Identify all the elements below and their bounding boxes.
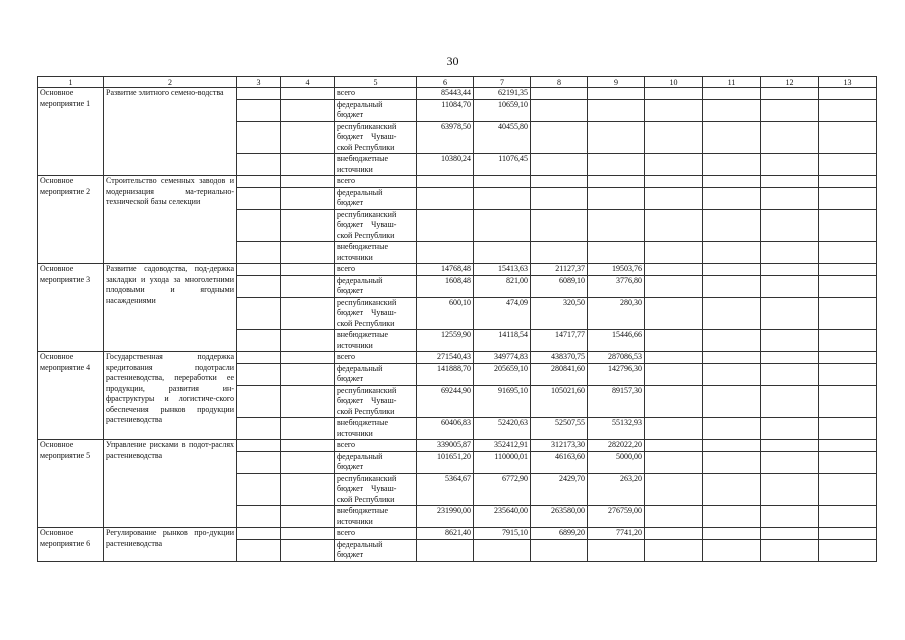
empty-cell [703,121,761,154]
empty-cell [281,209,335,242]
empty-cell [761,154,819,176]
empty-cell [237,88,281,100]
empty-cell [237,176,281,188]
value-cell-v8: 280841,60 [531,363,588,385]
value-cell-v7 [474,209,531,242]
funding-source-cell: федеральный бюджет [335,539,417,561]
column-header: 4 [281,77,335,88]
funding-source-cell: всего [335,88,417,100]
funding-source-cell: республиканский бюджет Чуваш- ской Республики [335,121,417,154]
value-cell-v7: 52420,63 [474,418,531,440]
value-cell-v6: 101651,20 [417,451,474,473]
event-label-cell: Основное мероприятие 6 [38,528,104,562]
value-cell-v8 [531,209,588,242]
column-header: 9 [588,77,645,88]
empty-cell [761,209,819,242]
empty-cell [645,352,703,364]
value-cell-v9 [588,209,645,242]
empty-cell [819,187,877,209]
value-cell-v9: 3776,80 [588,275,645,297]
value-cell-v8 [531,121,588,154]
empty-cell [645,330,703,352]
value-cell-v7: 7915,10 [474,528,531,540]
value-cell-v6 [417,176,474,188]
value-cell-v8: 52507,55 [531,418,588,440]
value-cell-v7: 235640,00 [474,506,531,528]
funding-source-cell: федеральный бюджет [335,99,417,121]
column-header: 5 [335,77,417,88]
empty-cell [237,440,281,452]
column-header: 1 [38,77,104,88]
value-cell-v6: 63978,50 [417,121,474,154]
empty-cell [237,242,281,264]
empty-cell [645,473,703,506]
value-cell-v9 [588,242,645,264]
empty-cell [281,330,335,352]
empty-cell [761,121,819,154]
empty-cell [819,154,877,176]
empty-cell [645,539,703,561]
value-cell-v6: 339005,87 [417,440,474,452]
value-cell-v8 [531,154,588,176]
column-header: 7 [474,77,531,88]
empty-cell [281,506,335,528]
empty-cell [281,99,335,121]
value-cell-v9 [588,99,645,121]
empty-cell [703,176,761,188]
empty-cell [237,506,281,528]
empty-cell [761,418,819,440]
funding-source-cell: всего [335,264,417,276]
value-cell-v8 [531,176,588,188]
funding-source-cell: внебюджетные источники [335,506,417,528]
column-header: 12 [761,77,819,88]
value-cell-v9: 287086,53 [588,352,645,364]
empty-cell [281,539,335,561]
value-cell-v6: 60406,83 [417,418,474,440]
event-label-cell: Основное мероприятие 3 [38,264,104,352]
event-name-cell: Развитие элитного семено-водства [104,88,237,176]
value-cell-v7: 91695,10 [474,385,531,418]
value-cell-v8: 46163,60 [531,451,588,473]
funding-source-cell: федеральный бюджет [335,187,417,209]
value-cell-v8 [531,88,588,100]
empty-cell [819,99,877,121]
empty-cell [281,385,335,418]
empty-cell [819,176,877,188]
empty-cell [819,330,877,352]
value-cell-v7: 15413,63 [474,264,531,276]
value-cell-v9: 263,20 [588,473,645,506]
event-name-cell: Управление рисками в подот-раслях растениеводства [104,440,237,528]
value-cell-v7 [474,539,531,561]
value-cell-v9 [588,121,645,154]
value-cell-v7 [474,187,531,209]
empty-cell [703,440,761,452]
table-row [38,352,877,364]
column-header: 3 [237,77,281,88]
empty-cell [761,99,819,121]
empty-cell [645,275,703,297]
value-cell-v9: 15446,66 [588,330,645,352]
empty-cell [645,88,703,100]
empty-cell [237,187,281,209]
value-cell-v7: 110000,01 [474,451,531,473]
empty-cell [761,352,819,364]
empty-cell [761,275,819,297]
empty-cell [281,473,335,506]
value-cell-v8: 6899,20 [531,528,588,540]
empty-cell [761,187,819,209]
value-cell-v7: 352412,91 [474,440,531,452]
value-cell-v8: 320,50 [531,297,588,330]
value-cell-v8: 263580,00 [531,506,588,528]
empty-cell [281,242,335,264]
empty-cell [645,440,703,452]
value-cell-v6: 231990,00 [417,506,474,528]
event-label-cell: Основное мероприятие 5 [38,440,104,528]
value-cell-v7: 40455,80 [474,121,531,154]
value-cell-v9: 142796,30 [588,363,645,385]
empty-cell [237,418,281,440]
empty-cell [761,539,819,561]
empty-cell [703,330,761,352]
value-cell-v9: 89157,30 [588,385,645,418]
table-row [38,440,877,452]
funding-source-cell: федеральный бюджет [335,451,417,473]
value-cell-v6: 271540,43 [417,352,474,364]
empty-cell [761,88,819,100]
value-cell-v6 [417,539,474,561]
value-cell-v8 [531,187,588,209]
value-cell-v8: 21127,37 [531,264,588,276]
empty-cell [645,528,703,540]
event-label-cell: Основное мероприятие 1 [38,88,104,176]
empty-cell [819,528,877,540]
empty-cell [819,418,877,440]
value-cell-v7: 10659,10 [474,99,531,121]
empty-cell [703,539,761,561]
empty-cell [819,385,877,418]
empty-cell [819,506,877,528]
table-row [38,176,877,188]
value-cell-v7: 11076,45 [474,154,531,176]
empty-cell [281,275,335,297]
table-row [38,528,877,540]
empty-cell [703,275,761,297]
column-header: 10 [645,77,703,88]
value-cell-v6 [417,187,474,209]
value-cell-v6: 141888,70 [417,363,474,385]
column-header: 8 [531,77,588,88]
value-cell-v8: 105021,60 [531,385,588,418]
event-name-cell: Строительство семенных заводов и модернизация ма-териально-технической базы селекции [104,176,237,264]
empty-cell [819,473,877,506]
empty-cell [703,506,761,528]
value-cell-v8: 6089,10 [531,275,588,297]
table-body [38,77,877,562]
empty-cell [761,363,819,385]
empty-cell [761,297,819,330]
empty-cell [281,528,335,540]
empty-cell [237,451,281,473]
empty-cell [645,154,703,176]
value-cell-v7 [474,242,531,264]
funding-source-cell: внебюджетные источники [335,418,417,440]
value-cell-v9: 19503,76 [588,264,645,276]
empty-cell [645,264,703,276]
value-cell-v9 [588,539,645,561]
value-cell-v9: 282022,20 [588,440,645,452]
value-cell-v8 [531,99,588,121]
empty-cell [703,473,761,506]
funding-source-cell: всего [335,440,417,452]
empty-cell [645,187,703,209]
budget-table [37,76,877,562]
value-cell-v6: 5364,67 [417,473,474,506]
value-cell-v9: 55132,93 [588,418,645,440]
value-cell-v9: 280,30 [588,297,645,330]
column-header: 13 [819,77,877,88]
empty-cell [645,418,703,440]
value-cell-v6: 11084,70 [417,99,474,121]
empty-cell [281,352,335,364]
value-cell-v6: 600,10 [417,297,474,330]
value-cell-v9: 276759,00 [588,506,645,528]
funding-source-cell: внебюджетные источники [335,154,417,176]
value-cell-v7: 474,09 [474,297,531,330]
empty-cell [703,451,761,473]
empty-cell [645,363,703,385]
value-cell-v7 [474,176,531,188]
empty-cell [761,330,819,352]
column-header: 6 [417,77,474,88]
value-cell-v8: 312173,30 [531,440,588,452]
value-cell-v8: 438370,75 [531,352,588,364]
empty-cell [761,506,819,528]
value-cell-v9 [588,176,645,188]
event-label-cell: Основное мероприятие 2 [38,176,104,264]
empty-cell [819,88,877,100]
funding-source-cell: федеральный бюджет [335,275,417,297]
funding-source-cell: республиканский бюджет Чуваш- ской Республики [335,297,417,330]
event-name-cell: Развитие садоводства, под-держка закладки и ухода за многолетними плодовыми и ягодными насаждениями [104,264,237,352]
empty-cell [703,187,761,209]
empty-cell [237,209,281,242]
empty-cell [645,451,703,473]
event-label-cell: Основное мероприятие 4 [38,352,104,440]
column-header: 2 [104,77,237,88]
empty-cell [237,154,281,176]
empty-cell [237,330,281,352]
empty-cell [237,297,281,330]
funding-source-cell: внебюджетные источники [335,242,417,264]
empty-cell [281,121,335,154]
empty-cell [645,242,703,264]
empty-cell [819,539,877,561]
event-name-cell: Государственная поддержка кредитования подотрасли растениеводства, переработки ее продукции, развития ин-фраструктуры и логистиче-ского обеспечения рынков продукции растениеводства [104,352,237,440]
empty-cell [761,264,819,276]
empty-cell [237,539,281,561]
empty-cell [281,297,335,330]
value-cell-v7: 6772,90 [474,473,531,506]
table-row [38,264,877,276]
value-cell-v6: 85443,44 [417,88,474,100]
value-cell-v7: 821,00 [474,275,531,297]
empty-cell [645,506,703,528]
column-header: 11 [703,77,761,88]
value-cell-v8 [531,242,588,264]
value-cell-v7: 14118,54 [474,330,531,352]
empty-cell [281,264,335,276]
empty-cell [237,352,281,364]
value-cell-v7: 205659,10 [474,363,531,385]
empty-cell [819,440,877,452]
empty-cell [703,88,761,100]
empty-cell [281,440,335,452]
empty-cell [237,121,281,154]
value-cell-v6: 8621,40 [417,528,474,540]
table-row [38,88,877,100]
empty-cell [703,264,761,276]
empty-cell [703,363,761,385]
empty-cell [703,418,761,440]
funding-source-cell: внебюджетные источники [335,330,417,352]
value-cell-v6: 14768,48 [417,264,474,276]
value-cell-v9: 5000,00 [588,451,645,473]
empty-cell [819,121,877,154]
empty-cell [819,264,877,276]
value-cell-v8 [531,539,588,561]
empty-cell [237,99,281,121]
empty-cell [645,297,703,330]
value-cell-v8: 14717,77 [531,330,588,352]
funding-source-cell: всего [335,352,417,364]
value-cell-v9 [588,154,645,176]
empty-cell [761,528,819,540]
empty-cell [703,528,761,540]
empty-cell [819,352,877,364]
empty-cell [645,121,703,154]
column-header-row [38,77,877,88]
empty-cell [281,363,335,385]
empty-cell [761,385,819,418]
empty-cell [703,297,761,330]
value-cell-v8: 2429,70 [531,473,588,506]
funding-source-cell: республиканский бюджет Чуваш- ской Республики [335,385,417,418]
funding-source-cell: всего [335,528,417,540]
empty-cell [703,385,761,418]
value-cell-v6: 12559,90 [417,330,474,352]
empty-cell [237,363,281,385]
empty-cell [819,451,877,473]
page-number: 30 [446,54,459,68]
empty-cell [761,451,819,473]
empty-cell [645,176,703,188]
empty-cell [237,275,281,297]
empty-cell [761,473,819,506]
funding-source-cell: республиканский бюджет Чуваш- ской Республики [335,473,417,506]
value-cell-v6 [417,242,474,264]
empty-cell [819,363,877,385]
value-cell-v7: 62191,35 [474,88,531,100]
empty-cell [645,209,703,242]
empty-cell [761,176,819,188]
empty-cell [819,209,877,242]
empty-cell [761,440,819,452]
funding-source-cell: всего [335,176,417,188]
value-cell-v6: 10380,24 [417,154,474,176]
empty-cell [703,154,761,176]
value-cell-v9: 7741,20 [588,528,645,540]
value-cell-v6: 1608,48 [417,275,474,297]
value-cell-v9 [588,88,645,100]
event-name-cell: Регулирование рынков про-дукции растениеводства [104,528,237,562]
funding-source-cell: федеральный бюджет [335,363,417,385]
empty-cell [703,352,761,364]
empty-cell [237,528,281,540]
funding-source-cell: республиканский бюджет Чуваш- ской Республики [335,209,417,242]
empty-cell [281,176,335,188]
empty-cell [703,99,761,121]
empty-cell [703,242,761,264]
value-cell-v9 [588,187,645,209]
empty-cell [761,242,819,264]
empty-cell [645,385,703,418]
value-cell-v6: 69244,90 [417,385,474,418]
empty-cell [645,99,703,121]
empty-cell [281,154,335,176]
empty-cell [281,187,335,209]
empty-cell [281,451,335,473]
value-cell-v6 [417,209,474,242]
empty-cell [281,88,335,100]
empty-cell [237,385,281,418]
empty-cell [819,297,877,330]
empty-cell [819,242,877,264]
empty-cell [237,473,281,506]
empty-cell [281,418,335,440]
value-cell-v7: 349774,83 [474,352,531,364]
empty-cell [819,275,877,297]
empty-cell [703,209,761,242]
empty-cell [237,264,281,276]
